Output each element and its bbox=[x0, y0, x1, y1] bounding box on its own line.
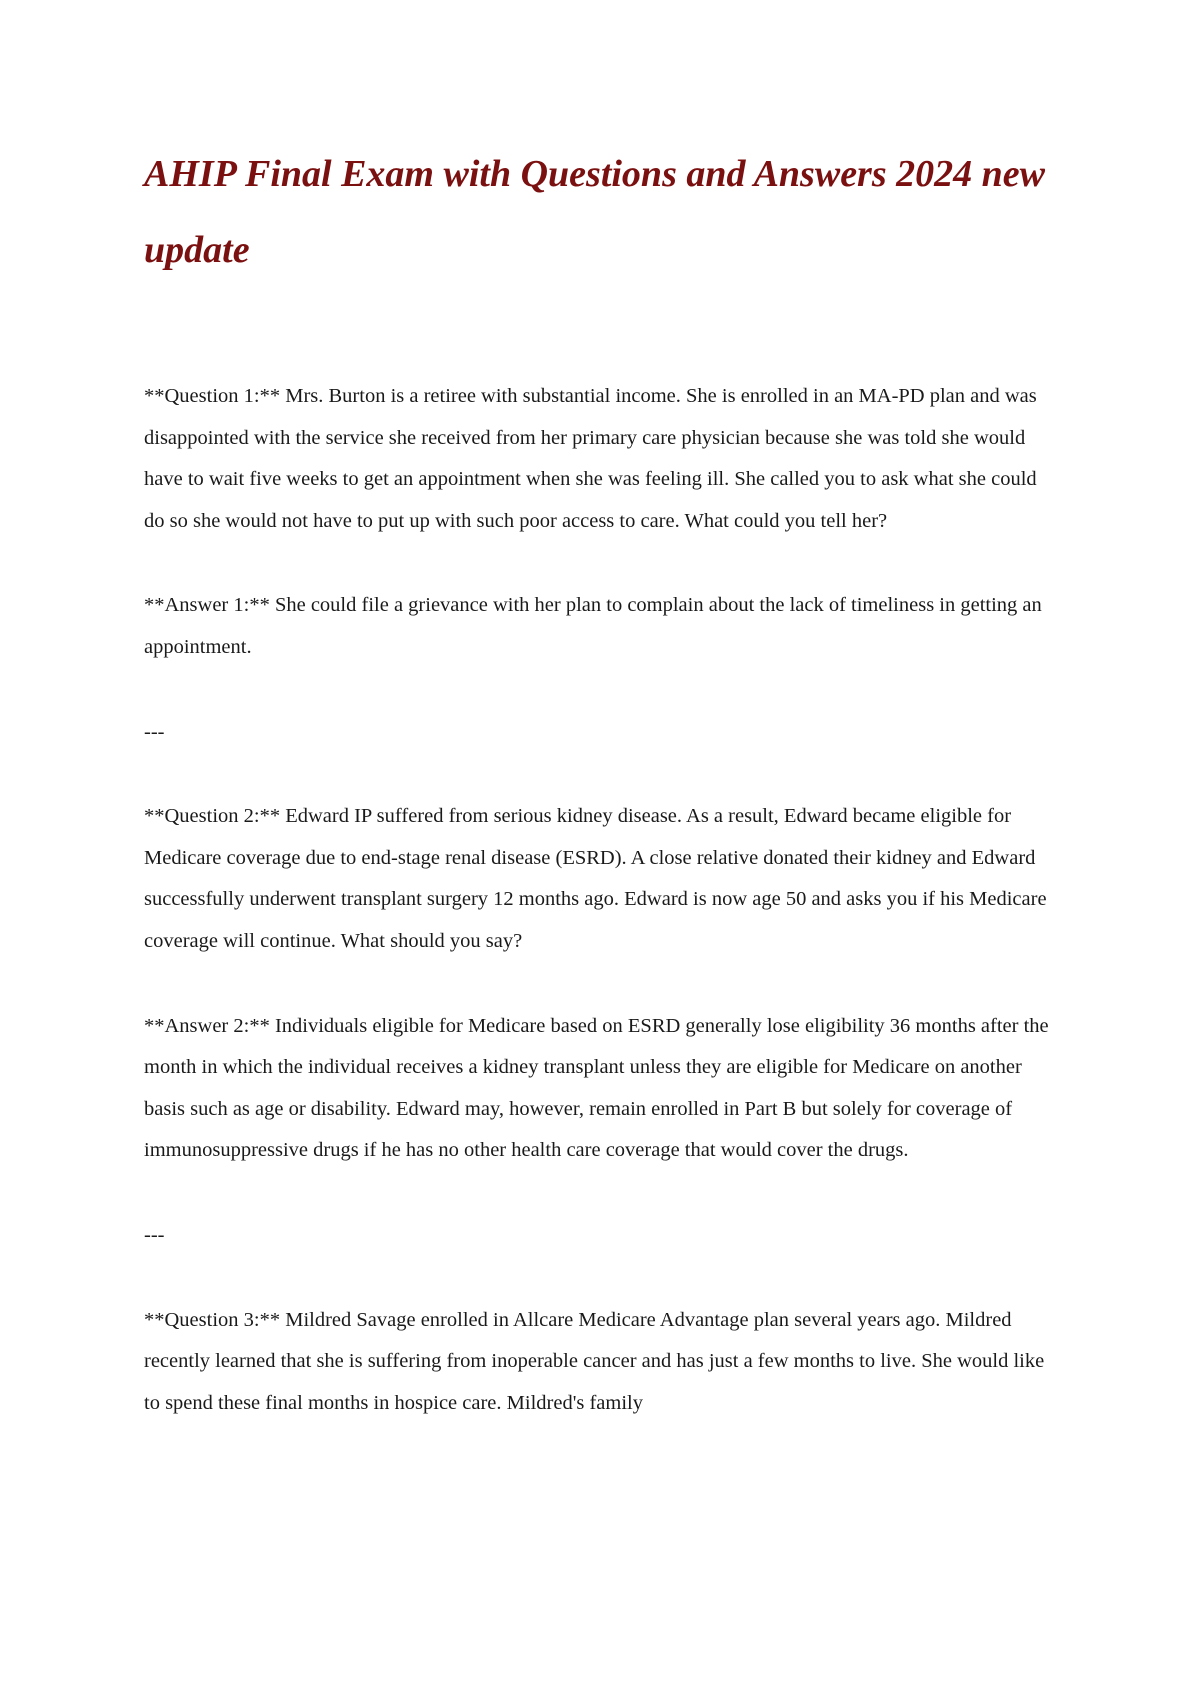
document-body bbox=[144, 376, 1059, 1467]
separator-2: --- bbox=[144, 1223, 165, 1246]
answer-1: **Answer 1:** She could file a grievance with her plan to complain about the lack of timeliness in getting an appointment. bbox=[144, 594, 1042, 658]
question-3: **Question 3:** Mildred Savage enrolled in Allcare Medicare Advantage plan several years ago. Mildred recently learned that she is suffering from inoperable cancer and has just a few months to live. She would like to spend these final months in hospice care. Mildred's family bbox=[144, 1308, 1045, 1414]
answer-2: **Answer 2:** Individuals eligible for Medicare based on ESRD generally lose eligibility 36 months after the month in which the individual receives a kidney transplant unless they are eligible for Medicare on another basis such as age or disability. Edward may, however, remain enrolled in Part B but solely for coverage of immunosuppressive drugs if he has no other health care coverage that would cover the drugs. bbox=[144, 1014, 1049, 1162]
document-title: AHIP Final Exam with Questions and Answers 2024 new update bbox=[144, 153, 1045, 271]
question-1: **Question 1:** Mrs. Burton is a retiree with substantial income. She is enrolled in an MA-PD plan and was disappointed with the service she received from her primary care physician because she was told she would have to wait five weeks to get an appointment when she was feeling ill. She called you to ask what she could do so she would not have to put up with such poor access to care. What could you tell her? bbox=[144, 385, 1037, 532]
question-2: **Question 2:** Edward IP suffered from serious kidney disease. As a result, Edward became eligible for Medicare coverage due to end-stage renal disease (ESRD). A close relative donated their kidney and Edward successfully underwent transplant surgery 12 months ago. Edward is now age 50 and asks you if his Medicare coverage will continue. What should you say? bbox=[144, 805, 1047, 952]
separator-1: --- bbox=[144, 720, 165, 743]
